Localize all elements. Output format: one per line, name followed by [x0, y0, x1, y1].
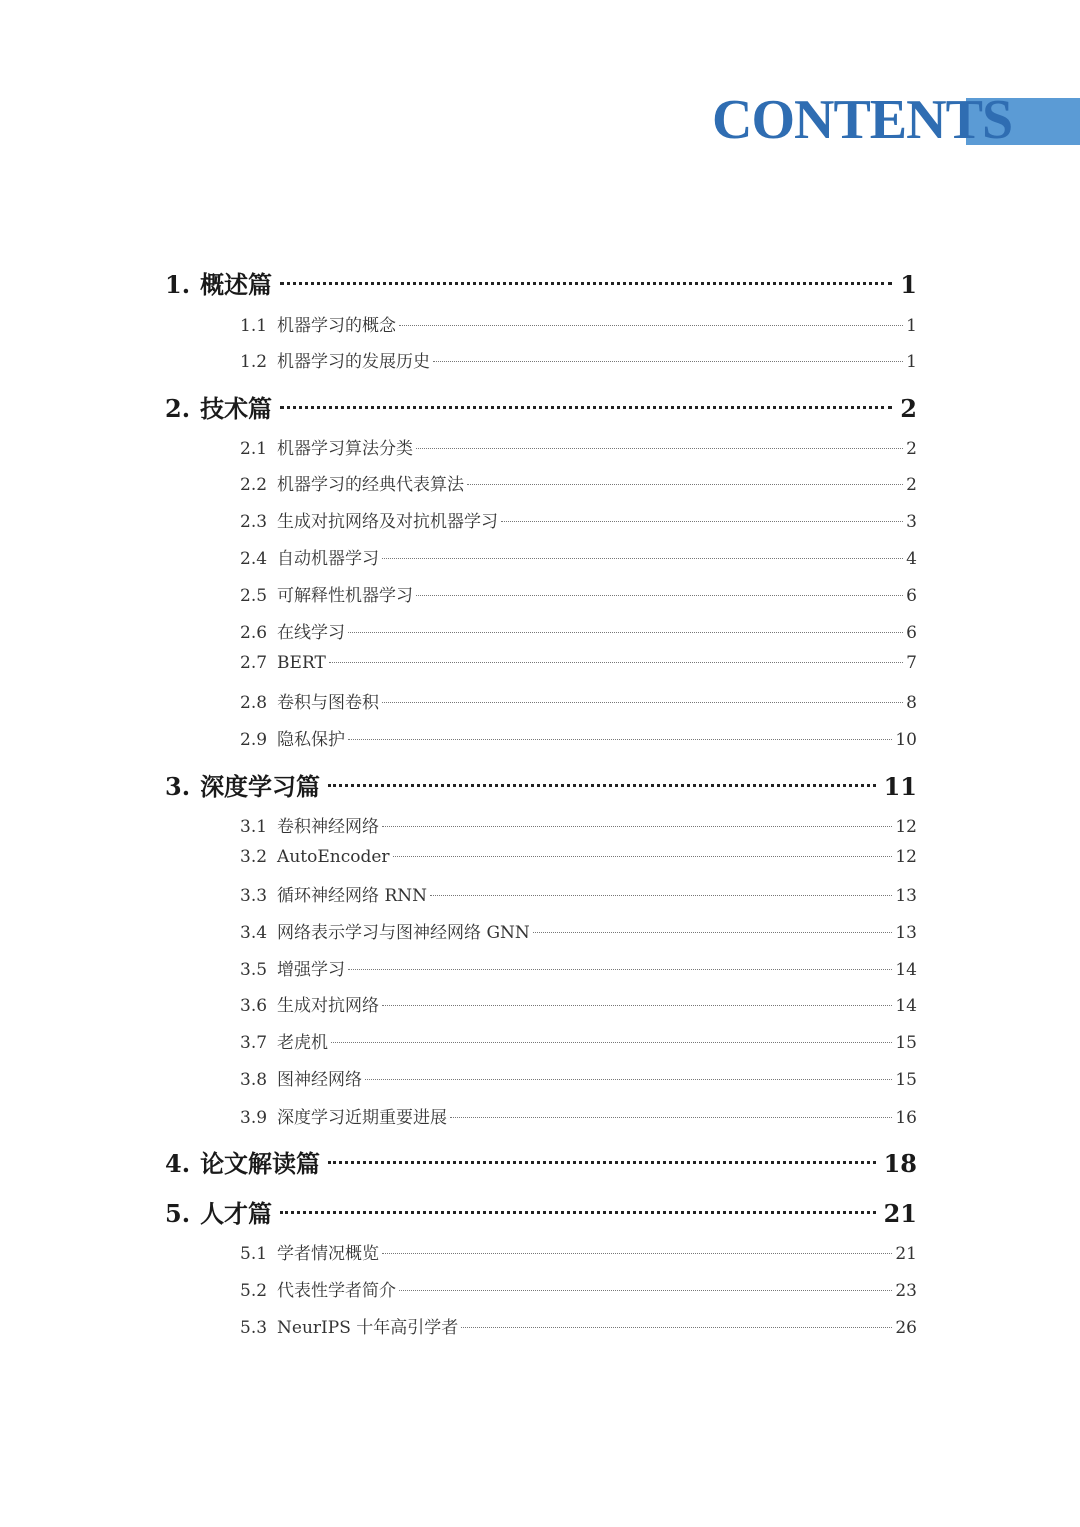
toc-entry-title: AutoEncoder: [277, 847, 390, 867]
toc-entry-number: 2.5: [240, 586, 268, 606]
toc-entry-page: 12: [895, 847, 917, 867]
dot-leader: [382, 702, 903, 703]
dot-leader: [280, 406, 892, 409]
toc-entry-page: 13: [895, 923, 917, 943]
toc-section-row[interactable]: [240, 581, 917, 607]
toc-entry-number: 2.8: [240, 693, 268, 713]
toc-entry-page: 10: [895, 730, 917, 750]
toc-entry-number: 2.6: [240, 623, 268, 643]
dot-leader: [382, 1005, 892, 1006]
page-title: CONTENTS: [712, 89, 1013, 151]
toc-entry-title: 机器学习的概念: [277, 316, 397, 336]
dot-leader: [348, 969, 892, 970]
dot-leader: [433, 361, 903, 362]
toc-entry-title: 人才篇: [200, 1199, 273, 1228]
toc-entry-title: 增强学习: [277, 960, 346, 980]
toc-section-row[interactable]: [240, 1239, 917, 1265]
toc-entry-page: 2: [906, 439, 917, 459]
dot-leader: [328, 784, 876, 787]
toc-entry-number: 1.2: [240, 352, 268, 372]
dot-leader: [348, 739, 892, 740]
toc-entry-page: 18: [883, 1149, 917, 1178]
toc-entry-number: 2.: [165, 394, 191, 423]
dot-leader: [399, 325, 903, 326]
toc-entry-title: 在线学习: [277, 623, 346, 643]
toc-entry-number: 3.5: [240, 960, 268, 980]
toc-section-row[interactable]: [240, 311, 917, 337]
dot-leader: [382, 1253, 892, 1254]
toc-entry-page: 7: [906, 653, 917, 673]
dot-leader: [467, 484, 903, 485]
toc-entry-title: 机器学习算法分类: [277, 439, 414, 459]
toc-section-row[interactable]: [240, 881, 917, 907]
toc-entry-title: 生成对抗网络及对抗机器学习: [277, 512, 499, 532]
toc-section-row[interactable]: [240, 1028, 917, 1054]
toc-entry-number: 3.3: [240, 886, 268, 906]
toc-entry-page: 6: [906, 623, 917, 643]
toc-entry-page: 6: [906, 586, 917, 606]
toc-section-row[interactable]: [240, 618, 917, 644]
toc-section-row[interactable]: [240, 544, 917, 570]
toc-entry-title: 自动机器学习: [277, 549, 380, 569]
toc-entry-number: 1.: [165, 270, 191, 299]
toc-section-row[interactable]: [240, 1276, 917, 1302]
toc-entry-title: 学者情况概览: [277, 1244, 380, 1264]
toc-entry-number: 5.: [165, 1199, 191, 1228]
toc-entry-number: 2.4: [240, 549, 268, 569]
toc-entry-title: 卷积与图卷积: [277, 693, 380, 713]
toc-section-row[interactable]: [240, 1065, 917, 1091]
toc-entry-number: 1.1: [240, 316, 268, 336]
toc-entry-page: 1: [906, 352, 917, 372]
toc-chapter-row[interactable]: [165, 265, 917, 299]
toc-entry-number: 2.3: [240, 512, 268, 532]
toc-entry-title: 深度学习近期重要进展: [277, 1108, 448, 1128]
toc-entry-title: 卷积神经网络: [277, 817, 380, 837]
dot-leader: [533, 932, 893, 933]
toc-section-row[interactable]: [240, 918, 917, 944]
dot-leader: [461, 1327, 892, 1328]
toc-entry-page: 15: [895, 1070, 917, 1090]
dot-leader: [393, 856, 893, 857]
toc-entry-title: 机器学习的经典代表算法: [277, 475, 465, 495]
toc-entry-number: 3.7: [240, 1033, 268, 1053]
toc-entry-number: 4.: [165, 1149, 191, 1178]
toc-section-row[interactable]: [240, 470, 917, 496]
toc-entry-page: 1: [900, 270, 917, 299]
toc-entry-title: 技术篇: [200, 394, 273, 423]
toc-section-row[interactable]: [240, 847, 917, 873]
dot-leader: [430, 895, 892, 896]
toc-section-row[interactable]: [240, 725, 917, 751]
toc-chapter-row[interactable]: [165, 767, 917, 801]
toc-chapter-row[interactable]: [165, 1194, 917, 1228]
toc-entry-number: 5.3: [240, 1318, 268, 1338]
dot-leader: [365, 1079, 892, 1080]
toc-entry-title: 图神经网络: [277, 1070, 363, 1090]
dot-leader: [416, 595, 903, 596]
dot-leader: [399, 1290, 892, 1291]
toc-entry-title: 可解释性机器学习: [277, 586, 414, 606]
toc-entry-page: 8: [906, 693, 917, 713]
toc-entry-page: 21: [883, 1199, 917, 1228]
toc-entry-title: 循环神经网络 RNN: [277, 886, 428, 906]
toc-entry-number: 3.8: [240, 1070, 268, 1090]
toc-entry-page: 11: [883, 772, 917, 801]
toc-entry-page: 14: [895, 960, 917, 980]
toc-entry-number: 3.6: [240, 996, 268, 1016]
toc-entry-title: 概述篇: [200, 270, 273, 299]
dot-leader: [450, 1117, 892, 1118]
toc-entry-number: 3.2: [240, 847, 268, 867]
toc-entry-number: 3.: [165, 772, 191, 801]
toc-entry-page: 23: [895, 1281, 917, 1301]
toc-chapter-row[interactable]: [165, 389, 917, 423]
toc-entry-page: 26: [895, 1318, 917, 1338]
dot-leader: [331, 1042, 892, 1043]
toc-section-row[interactable]: [240, 812, 917, 838]
toc-entry-number: 5.1: [240, 1244, 268, 1264]
dot-leader: [329, 662, 903, 663]
dot-leader: [280, 1211, 876, 1214]
dot-leader: [416, 448, 903, 449]
toc-entry-title: 老虎机: [277, 1033, 329, 1053]
toc-entry-page: 15: [895, 1033, 917, 1053]
toc-section-row[interactable]: [240, 347, 917, 373]
toc-entry-title: 隐私保护: [277, 730, 346, 750]
toc-entry-page: 1: [906, 316, 917, 336]
toc-entry-number: 5.2: [240, 1281, 268, 1301]
toc-section-row[interactable]: [240, 653, 917, 679]
toc-entry-title: 网络表示学习与图神经网络 GNN: [277, 923, 530, 943]
toc-entry-number: 2.1: [240, 439, 268, 459]
dot-leader: [280, 282, 892, 285]
toc-entry-number: 3.1: [240, 817, 268, 837]
toc-entry-page: 4: [906, 549, 917, 569]
toc-entry-page: 12: [895, 817, 917, 837]
toc-entry-title: 论文解读篇: [200, 1149, 321, 1178]
toc-entry-number: 3.4: [240, 923, 268, 943]
toc-section-row[interactable]: [240, 955, 917, 981]
toc-entry-page: 16: [895, 1108, 917, 1128]
toc-entry-number: 3.9: [240, 1108, 268, 1128]
dot-leader: [382, 558, 903, 559]
toc-entry-page: 13: [895, 886, 917, 906]
toc-entry-page: 21: [895, 1244, 917, 1264]
toc-entry-page: 3: [906, 512, 917, 532]
toc-entry-page: 2: [906, 475, 917, 495]
toc-section-row[interactable]: [240, 991, 917, 1017]
toc-entry-number: 2.9: [240, 730, 268, 750]
dot-leader: [382, 826, 892, 827]
toc-section-row[interactable]: [240, 688, 917, 714]
toc-section-row[interactable]: [240, 1313, 917, 1339]
toc-entry-title: 生成对抗网络: [277, 996, 380, 1016]
dot-leader: [501, 521, 903, 522]
toc-entry-number: 2.7: [240, 653, 268, 673]
toc-section-row[interactable]: [240, 507, 917, 533]
toc-entry-number: 2.2: [240, 475, 268, 495]
toc-entry-title: NeurIPS 十年高引学者: [277, 1318, 459, 1338]
toc-entry-page: 2: [900, 394, 917, 423]
toc-entry-title: 深度学习篇: [200, 772, 321, 801]
toc-section-row[interactable]: [240, 1103, 917, 1129]
dot-leader: [328, 1161, 876, 1164]
toc-chapter-row[interactable]: [165, 1144, 917, 1178]
toc-section-row[interactable]: [240, 434, 917, 460]
toc-entry-title: 机器学习的发展历史: [277, 352, 431, 372]
toc-entry-page: 14: [895, 996, 917, 1016]
toc-entry-title: 代表性学者简介: [277, 1281, 397, 1301]
dot-leader: [348, 632, 903, 633]
toc-entry-title: BERT: [277, 653, 326, 673]
